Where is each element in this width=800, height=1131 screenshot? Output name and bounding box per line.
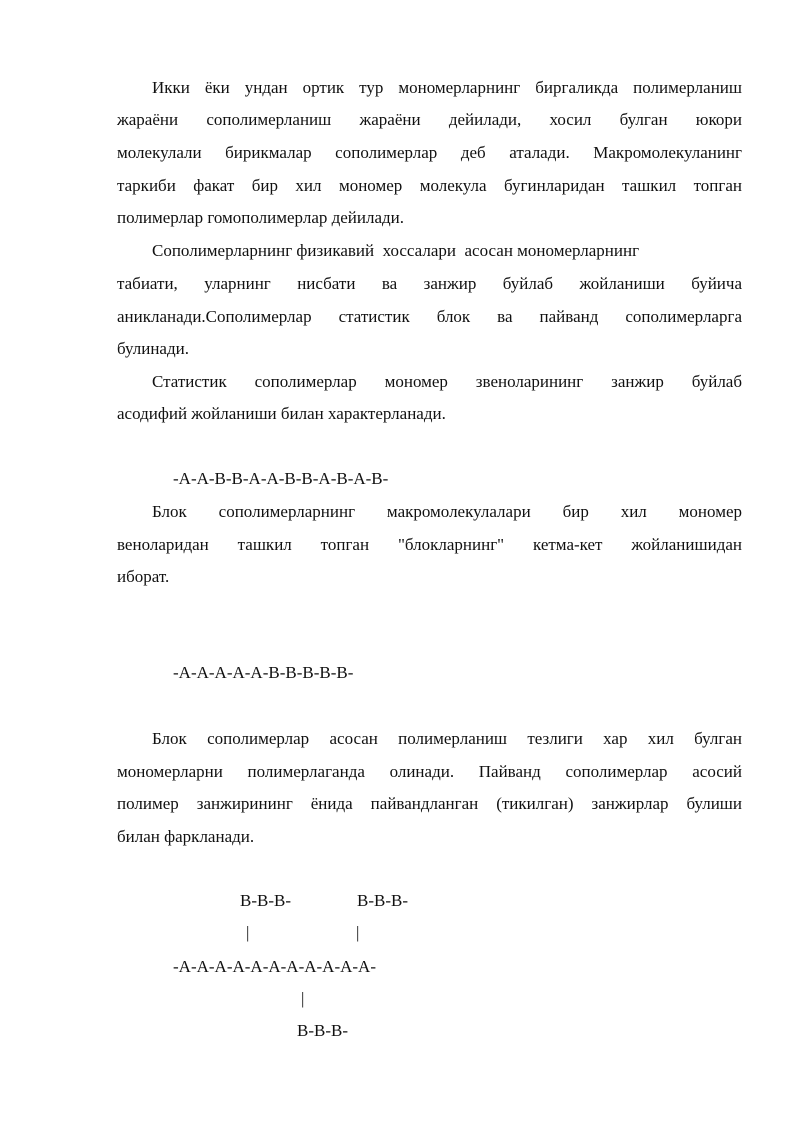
- graft-branch-top-left: В-В-В-: [240, 891, 291, 910]
- p5-line-4: билан фаркланади.: [117, 827, 255, 846]
- p1-line-1: Икки ёки ундан ортик тур мономерларнинг биргаликда полимерланиш: [152, 78, 742, 97]
- graft-branch-top-right: В-В-В-: [357, 891, 408, 910]
- graft-bond-top-left: |: [246, 923, 250, 942]
- graft-bond-bottom: |: [301, 989, 305, 1008]
- graft-bond-top-right: |: [356, 923, 360, 942]
- p4-line-1: Блок сополимерларнинг макромолекулалари бир хил мономер: [152, 502, 742, 521]
- p3-line-2: асодифий жойланиши билан характерланади.: [117, 404, 446, 423]
- p1-line-4: таркиби факат бир хил мономер молекула бугинларидан ташкил топган: [117, 176, 742, 195]
- p5-line-3: полимер занжирининг ёнида пайвандланган (тикилган) занжирлар булиши: [117, 794, 742, 813]
- statistic-copolymer-formula: -А-А-В-В-А-А-В-В-А-В-А-В-: [173, 469, 389, 488]
- p5-line-1: Блок сополимерлар асосан полимерланиш тезлиги хар хил булган: [152, 729, 742, 748]
- p3-line-1: Статистик сополимерлар мономер звеноларининг занжир буйлаб: [152, 372, 742, 391]
- graft-branch-bottom: В-В-В-: [297, 1021, 348, 1040]
- block-copolymer-formula: -А-А-А-А-А-В-В-В-В-В-: [173, 663, 354, 682]
- p4-line-2: веноларидан ташкил топган "блокларнинг" кетма-кет жойланишидан: [117, 535, 742, 554]
- p2-line-4: булинади.: [117, 339, 189, 358]
- p2-line-1: Сополимерларнинг физикавий хоссалари асосан мономерларнинг: [152, 241, 640, 260]
- p4-line-3: иборат.: [117, 567, 170, 586]
- graft-main-chain: -А-А-А-А-А-А-А-А-А-А-А-: [173, 957, 376, 976]
- p1-line-5: полимерлар гомополимерлар дейилади.: [117, 208, 405, 227]
- p5-line-2: мономерларни полимерлаганда олинади. Пайванд сополимерлар асосий: [117, 762, 742, 781]
- p1-line-2: жараёни сополимерланиш жараёни дейилади, хосил булган юкори: [117, 110, 742, 129]
- p1-line-3: молекулали бирикмалар сополимерлар деб аталади. Макромолекуланинг: [117, 143, 742, 162]
- p2-line-3: аникланади.Сополимерлар статистик блок ва пайванд сополимерларга: [117, 307, 742, 326]
- p2-line-2: табиати, уларнинг нисбати ва занжир буйлаб жойланиши буйича: [117, 274, 742, 293]
